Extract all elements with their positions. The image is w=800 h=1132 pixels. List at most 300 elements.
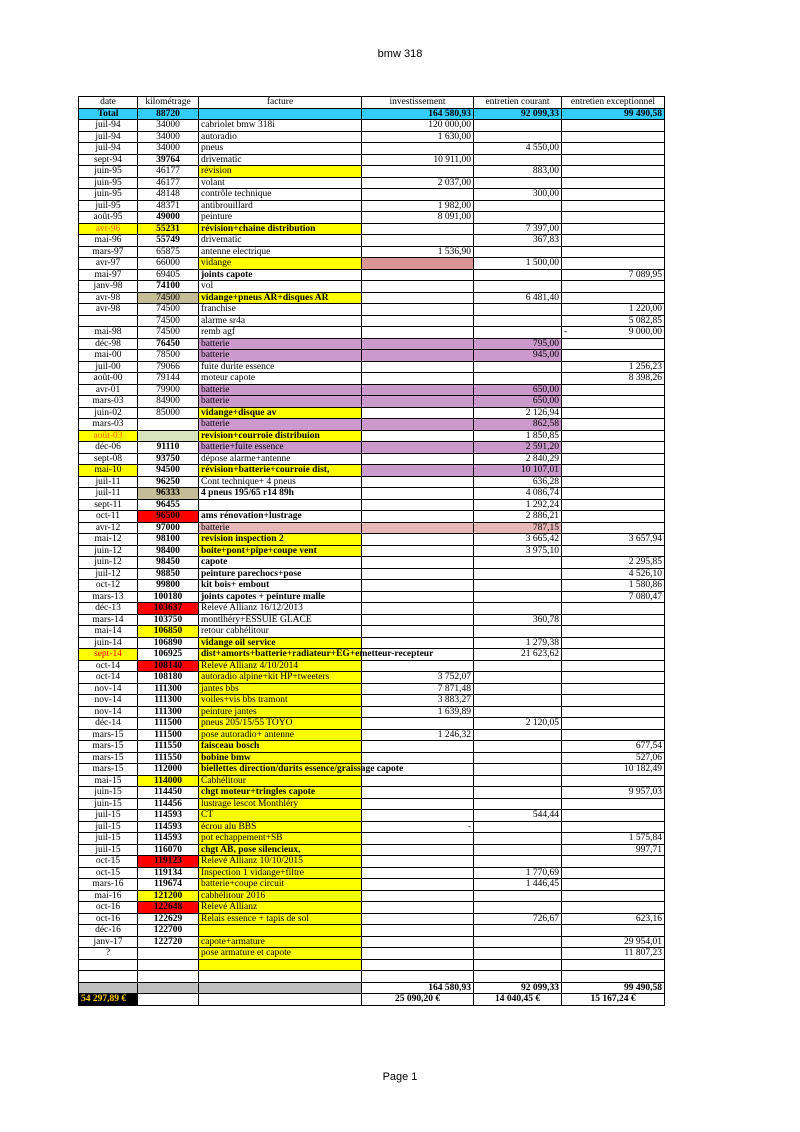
table-row — [79, 522, 665, 534]
cell-exc: 1 256,23 — [562, 361, 665, 373]
table-row — [79, 131, 665, 143]
cell-exc — [562, 959, 665, 971]
cell-date: déc-13 — [79, 603, 138, 615]
header-entretien-courant: entretien courant — [474, 97, 562, 109]
cell-facture: batterie — [199, 522, 362, 534]
cell-km: 74100 — [138, 281, 199, 293]
cell-exc: 997,71 — [562, 844, 665, 856]
cell-inv — [362, 913, 474, 925]
cell-cour — [474, 131, 562, 143]
cell-facture: moteur capote — [199, 373, 362, 385]
cell-date: avr-98 — [79, 304, 138, 316]
cell-facture: revision+courroie distribuion — [199, 430, 362, 442]
cell-date: mars-13 — [79, 591, 138, 603]
total-investissement: 164 580,93 — [362, 108, 474, 120]
cell-cour — [474, 120, 562, 132]
cell-km: 96333 — [138, 488, 199, 500]
cell-date: oct-16 — [79, 902, 138, 914]
table-row — [79, 810, 665, 822]
cell-inv — [362, 235, 474, 247]
cell-facture: autoradio alpine+kit HP+tweeters — [199, 672, 362, 684]
cell-date: avr-12 — [79, 522, 138, 534]
table-row — [79, 177, 665, 189]
cell-cour: 2 126,94 — [474, 407, 562, 419]
cell-facture: remb agf — [199, 327, 362, 339]
cell-exc — [562, 856, 665, 868]
cell-km: 111300 — [138, 706, 199, 718]
table-row — [79, 545, 665, 557]
table-row — [79, 798, 665, 810]
table-row — [79, 971, 665, 983]
table-row — [79, 626, 665, 638]
cell-date: juin-95 — [79, 166, 138, 178]
cell-exc — [562, 292, 665, 304]
cell-date: août-03 — [79, 430, 138, 442]
cell-cour: 10 107,01 — [474, 465, 562, 477]
cell-cour: 726,67 — [474, 913, 562, 925]
cell-facture: pneus 205/15/55 TOYO — [199, 718, 362, 730]
cell-cour — [474, 304, 562, 316]
cell-facture: peinture jantes — [199, 706, 362, 718]
cell-facture: lustrage lescot Monthléry — [199, 798, 362, 810]
cell-km: 74500 — [138, 292, 199, 304]
cell-facture: vidange+pneus AR+disques AR — [199, 292, 362, 304]
cell-km: 69405 — [138, 269, 199, 281]
table-row — [79, 844, 665, 856]
cell-exc — [562, 476, 665, 488]
header-investissement: investissement — [362, 97, 474, 109]
cell-inv — [362, 430, 474, 442]
cell-date: mars-15 — [79, 741, 138, 753]
table-row — [79, 499, 665, 511]
cell-exc — [562, 603, 665, 615]
grand-total-km — [138, 994, 199, 1006]
cell-facture: batterie — [199, 350, 362, 362]
cell-inv — [362, 304, 474, 316]
table-row — [79, 235, 665, 247]
cell-inv — [362, 752, 474, 764]
cell-date: nov-14 — [79, 695, 138, 707]
cell-facture: Inspection 1 vidange+filtre — [199, 867, 362, 879]
cell-exc — [562, 200, 665, 212]
cell-date: juin-15 — [79, 787, 138, 799]
cell-inv — [362, 879, 474, 891]
table-row — [79, 304, 665, 316]
cell-cour: 300,00 — [474, 189, 562, 201]
cell-facture — [199, 925, 362, 937]
cell-cour — [474, 200, 562, 212]
cell-inv — [362, 476, 474, 488]
cell-inv — [362, 902, 474, 914]
cell-exc — [562, 488, 665, 500]
cell-exc — [562, 465, 665, 477]
cell-date: oct-12 — [79, 580, 138, 592]
header-date: date — [79, 97, 138, 109]
cell-facture: Relevé Allianz 4/10/2014 — [199, 660, 362, 672]
cell-cour — [474, 856, 562, 868]
cell-exc — [562, 614, 665, 626]
cell-facture: CT — [199, 810, 362, 822]
table-row — [79, 729, 665, 741]
header-entretien-exceptionnel: entretien exceptionnel — [562, 97, 665, 109]
cell-inv — [362, 327, 474, 339]
table-row — [79, 338, 665, 350]
cell-inv — [362, 350, 474, 362]
cell-facture: pneus — [199, 143, 362, 155]
cell-km: 122720 — [138, 936, 199, 948]
cell-inv — [362, 890, 474, 902]
cell-date: sept-08 — [79, 453, 138, 465]
cell-date: mai-96 — [79, 235, 138, 247]
cell-facture: drivematic — [199, 235, 362, 247]
cell-inv — [362, 568, 474, 580]
cell-km: 91110 — [138, 442, 199, 454]
cell-facture: révision+batterie+courroie dist, — [199, 465, 362, 477]
cell-facture: drivematic — [199, 154, 362, 166]
cell-exc — [562, 672, 665, 684]
cell-date: déc-14 — [79, 718, 138, 730]
cell-inv: 10 911,00 — [362, 154, 474, 166]
cell-cour: 3 665,42 — [474, 534, 562, 546]
cell-facture: voiles+vis bbs tramont — [199, 695, 362, 707]
table-row — [79, 925, 665, 937]
grand-total-entretien-courant: 14 040,45 € — [474, 994, 562, 1006]
cell-inv — [362, 626, 474, 638]
cell-date: juin-95 — [79, 177, 138, 189]
cell-inv — [362, 499, 474, 511]
table-row — [79, 706, 665, 718]
table-row — [79, 534, 665, 546]
table-row — [79, 568, 665, 580]
cell-date: sept-14 — [79, 649, 138, 661]
cell-exc — [562, 798, 665, 810]
cell-facture: joints capotes + peinture malle — [199, 591, 362, 603]
cell-inv — [362, 292, 474, 304]
cell-inv — [362, 419, 474, 431]
cell-km: 103750 — [138, 614, 199, 626]
cell-facture: Relevé Allianz 16/12/2013 — [199, 603, 362, 615]
cell-km: 78500 — [138, 350, 199, 362]
total-facture — [199, 108, 362, 120]
cell-cour — [474, 327, 562, 339]
cell-km: 100180 — [138, 591, 199, 603]
cell-inv — [362, 741, 474, 753]
cell-cour — [474, 844, 562, 856]
table-row — [79, 407, 665, 419]
cell-facture: bobine bmw — [199, 752, 362, 764]
cell-cour — [474, 315, 562, 327]
cell-date: janv-98 — [79, 281, 138, 293]
cell-date: juil-94 — [79, 143, 138, 155]
cell-cour — [474, 936, 562, 948]
table-row — [79, 166, 665, 178]
table-row — [79, 890, 665, 902]
table-row — [79, 120, 665, 132]
cell-facture: franchise — [199, 304, 362, 316]
cell-date: mai-10 — [79, 465, 138, 477]
table-row — [79, 511, 665, 523]
cell-exc — [562, 246, 665, 258]
grand-total: 54 297,89 € — [79, 994, 138, 1006]
cell-facture — [199, 959, 362, 971]
table-row — [79, 948, 665, 960]
expense-table — [78, 96, 665, 1006]
cell-km: 99800 — [138, 580, 199, 592]
cell-exc — [562, 649, 665, 661]
cell-exc — [562, 131, 665, 143]
cell-date: oct-15 — [79, 856, 138, 868]
table-row — [79, 683, 665, 695]
cell-km: 98400 — [138, 545, 199, 557]
cell-facture: cabriolet bmw 318i — [199, 120, 362, 132]
cell-km: 39764 — [138, 154, 199, 166]
grand-total-entretien-exceptionnel: 15 167,24 € — [562, 994, 665, 1006]
table-row — [79, 718, 665, 730]
cell-inv — [362, 798, 474, 810]
cell-km: 111500 — [138, 729, 199, 741]
cell-facture: batterie+coupe circuit — [199, 879, 362, 891]
cell-exc — [562, 683, 665, 695]
cell-inv — [362, 810, 474, 822]
cell-exc — [562, 902, 665, 914]
cell-date: oct-14 — [79, 660, 138, 672]
table-row — [79, 292, 665, 304]
cell-exc — [562, 925, 665, 937]
cell-exc: 1 575,84 — [562, 833, 665, 845]
cell-km: 98100 — [138, 534, 199, 546]
cell-facture: vol — [199, 281, 362, 293]
cell-inv — [362, 189, 474, 201]
cell-facture: batterie+fuite essence — [199, 442, 362, 454]
cell-km: 103637 — [138, 603, 199, 615]
cell-facture: Relevé Allianz — [199, 902, 362, 914]
cell-km: 114593 — [138, 821, 199, 833]
cell-km — [138, 971, 199, 983]
sum-entretien-courant: 92 099,33 — [474, 982, 562, 994]
table-row — [79, 281, 665, 293]
cell-cour: 795,00 — [474, 338, 562, 350]
cell-inv — [362, 281, 474, 293]
cell-cour — [474, 775, 562, 787]
cell-cour — [474, 154, 562, 166]
cell-inv — [362, 545, 474, 557]
cell-date: sept-94 — [79, 154, 138, 166]
cell-cour — [474, 764, 562, 776]
cell-km: 55749 — [138, 235, 199, 247]
cell-exc: 5 082,85 — [562, 315, 665, 327]
table-row — [79, 603, 665, 615]
table-row — [79, 637, 665, 649]
cell-facture: autoradio — [199, 131, 362, 143]
cell-exc — [562, 867, 665, 879]
cell-km: 84900 — [138, 396, 199, 408]
cell-exc — [562, 453, 665, 465]
table-row — [79, 189, 665, 201]
cell-exc — [562, 166, 665, 178]
cell-km: 112000 — [138, 764, 199, 776]
cell-facture: vidange oil service — [199, 637, 362, 649]
cell-exc — [562, 327, 665, 339]
cell-exc — [562, 396, 665, 408]
cell-inv — [362, 557, 474, 569]
cell-cour: 1 500,00 — [474, 258, 562, 270]
table-row — [79, 350, 665, 362]
cell-exc — [562, 660, 665, 672]
cell-km — [138, 430, 199, 442]
cell-cour — [474, 787, 562, 799]
cell-km: 119134 — [138, 867, 199, 879]
cell-km — [138, 419, 199, 431]
cell-inv — [362, 338, 474, 350]
sum-date — [79, 982, 138, 994]
cell-date: déc-16 — [79, 925, 138, 937]
cell-inv: - — [362, 821, 474, 833]
cell-km: 93750 — [138, 453, 199, 465]
table-row — [79, 913, 665, 925]
cell-km: 96250 — [138, 476, 199, 488]
table-row — [79, 902, 665, 914]
cell-facture: kit bois+ embout — [199, 580, 362, 592]
total-entretien-exceptionnel: 99 490,58 — [562, 108, 665, 120]
sum-facture — [199, 982, 362, 994]
cell-km: 85000 — [138, 407, 199, 419]
cell-km: 114593 — [138, 810, 199, 822]
table-row — [79, 614, 665, 626]
table-row — [79, 879, 665, 891]
cell-facture: alarme sr4a — [199, 315, 362, 327]
cell-facture: joints capote — [199, 269, 362, 281]
cell-cour: 360,78 — [474, 614, 562, 626]
cell-cour — [474, 246, 562, 258]
cell-facture: 4 pneus 195/65 r14 89h — [199, 488, 362, 500]
cell-date: mars-15 — [79, 764, 138, 776]
cell-facture: vidange — [199, 258, 362, 270]
cell-facture: capote+armature — [199, 936, 362, 948]
cell-exc — [562, 499, 665, 511]
cell-cour: 7 397,00 — [474, 223, 562, 235]
cell-date — [79, 315, 138, 327]
cell-cour — [474, 833, 562, 845]
cell-facture: retour cabhélitour — [199, 626, 362, 638]
table-row — [79, 764, 665, 776]
cell-km: 106890 — [138, 637, 199, 649]
cell-inv — [362, 580, 474, 592]
cell-km: 111500 — [138, 718, 199, 730]
cell-date: juil-94 — [79, 131, 138, 143]
table-row — [79, 246, 665, 258]
cell-cour — [474, 925, 562, 937]
cell-inv — [362, 453, 474, 465]
cell-km: 111300 — [138, 683, 199, 695]
cell-km — [138, 948, 199, 960]
cell-km: 119123 — [138, 856, 199, 868]
cell-cour: 1 292,24 — [474, 499, 562, 511]
cell-km: 46177 — [138, 177, 199, 189]
cell-cour: 862,58 — [474, 419, 562, 431]
cell-exc: 3 657,94 — [562, 534, 665, 546]
cell-date: déc-06 — [79, 442, 138, 454]
page-footer: Page 1 — [382, 1071, 418, 1083]
cell-km: 114000 — [138, 775, 199, 787]
cell-km: 106850 — [138, 626, 199, 638]
cell-date: août-95 — [79, 212, 138, 224]
cell-date: oct-11 — [79, 511, 138, 523]
cell-inv — [362, 660, 474, 672]
table-row — [79, 143, 665, 155]
cell-facture: Relevé Allianz 10/10/2015 — [199, 856, 362, 868]
cell-exc — [562, 419, 665, 431]
table-row — [79, 856, 665, 868]
cell-date: oct-16 — [79, 913, 138, 925]
cell-exc — [562, 821, 665, 833]
cell-date: mars-16 — [79, 879, 138, 891]
cell-exc: 7 089,95 — [562, 269, 665, 281]
table-row — [79, 258, 665, 270]
cell-date: avr-96 — [79, 223, 138, 235]
cell-cour: 2 886,21 — [474, 511, 562, 523]
cell-date: juil-12 — [79, 568, 138, 580]
cell-inv — [362, 718, 474, 730]
cell-date: juin-12 — [79, 557, 138, 569]
table-row — [79, 557, 665, 569]
cell-cour: 1 770,69 — [474, 867, 562, 879]
page-title: bmw 318 — [377, 48, 423, 60]
cell-facture — [199, 971, 362, 983]
table-row — [79, 695, 665, 707]
cell-exc — [562, 890, 665, 902]
table-row — [79, 223, 665, 235]
table-row — [79, 361, 665, 373]
cell-facture: dépose alarme+antenne — [199, 453, 362, 465]
cell-km: 34000 — [138, 131, 199, 143]
cell-facture: dist+amorts+batterie+radiateur+EG+emetteur-recepteur — [199, 649, 362, 661]
cell-km: 94500 — [138, 465, 199, 477]
table-row — [79, 488, 665, 500]
cell-facture: capote — [199, 557, 362, 569]
cell-cour: 1 279,38 — [474, 637, 562, 649]
cell-km: 108140 — [138, 660, 199, 672]
cell-exc — [562, 971, 665, 983]
cell-facture: faisceau bosch — [199, 741, 362, 753]
cell-date: juil-15 — [79, 833, 138, 845]
cell-inv — [362, 166, 474, 178]
cell-km: 49000 — [138, 212, 199, 224]
cell-cour — [474, 361, 562, 373]
cell-exc: 10 182,49 — [562, 764, 665, 776]
cell-km: 114593 — [138, 833, 199, 845]
cell-cour — [474, 580, 562, 592]
cell-inv — [362, 775, 474, 787]
cell-date: juin-14 — [79, 637, 138, 649]
cell-cour — [474, 706, 562, 718]
cell-cour: 6 481,40 — [474, 292, 562, 304]
cell-exc — [562, 626, 665, 638]
table-row — [79, 775, 665, 787]
cell-date: nov-14 — [79, 683, 138, 695]
cell-exc — [562, 120, 665, 132]
cell-cour — [474, 902, 562, 914]
cell-date: juil-15 — [79, 810, 138, 822]
cell-km: 66000 — [138, 258, 199, 270]
cell-facture: fuite durite essence — [199, 361, 362, 373]
cell-cour — [474, 568, 562, 580]
cell-facture: volant — [199, 177, 362, 189]
cell-inv — [362, 143, 474, 155]
cell-exc — [562, 442, 665, 454]
cell-inv — [362, 465, 474, 477]
cell-inv — [362, 637, 474, 649]
cell-inv — [362, 373, 474, 385]
